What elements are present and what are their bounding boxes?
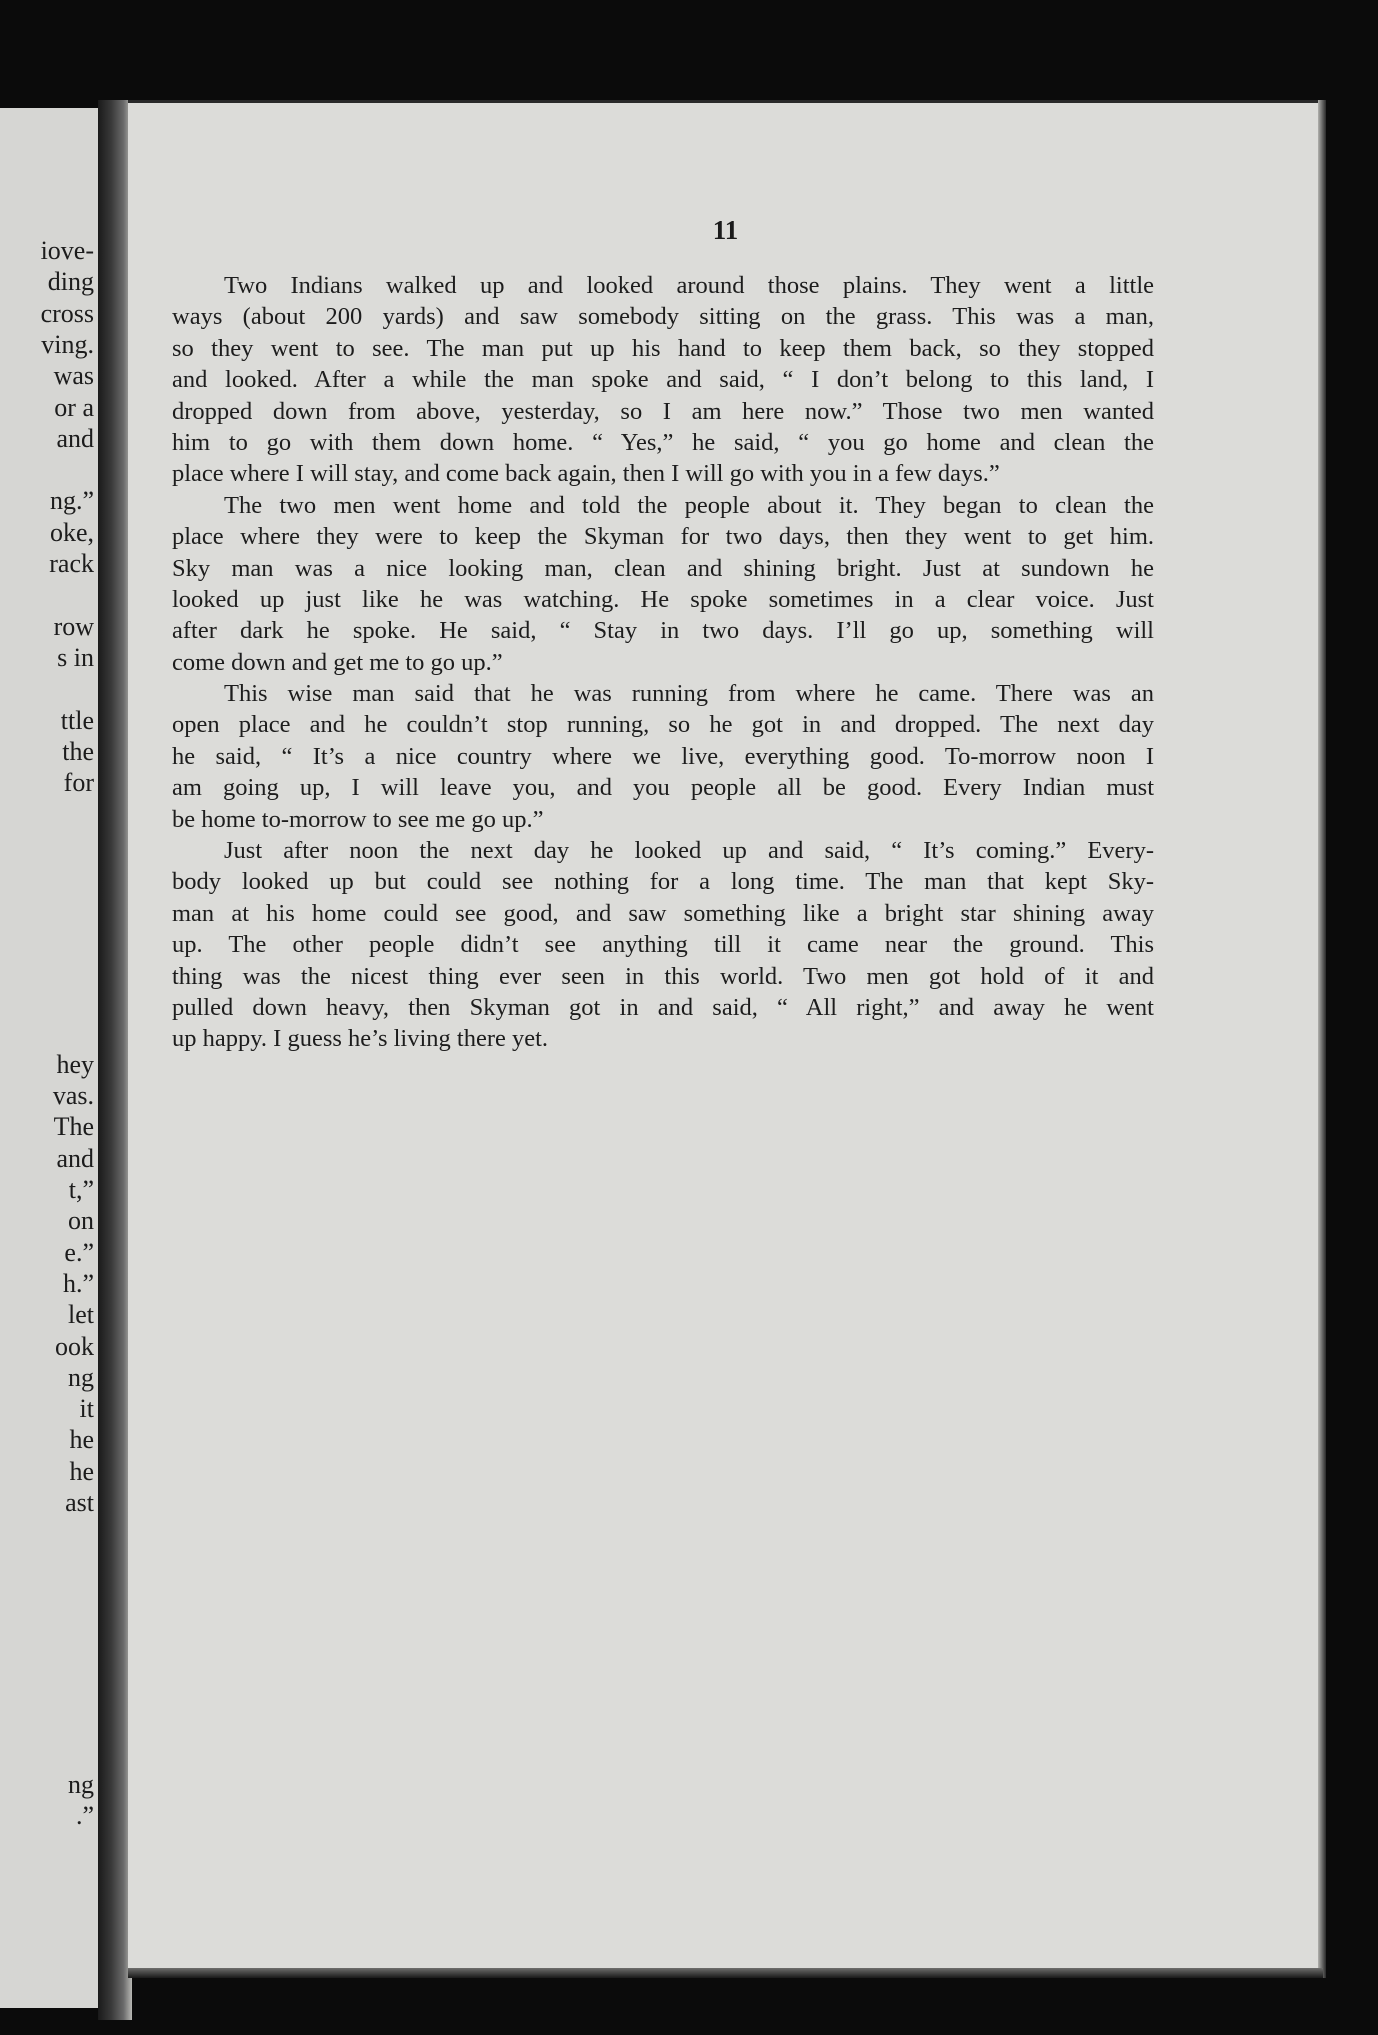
text-line: open place and he couldn’t stop running, so he got in and dropped. The next day xyxy=(172,711,1154,739)
paragraph xyxy=(172,270,1154,490)
text-line: he said, “ It’s a nice country where we live, everything good. To-morrow noon I xyxy=(172,742,1154,770)
text-line: pulled down heavy, then Skyman got in and said, “ All right,” and away he went xyxy=(172,993,1154,1021)
text-line: body looked up but could see nothing for a long time. The man that kept Sky- xyxy=(172,868,1154,896)
text-line: ways (about 200 yards) and saw somebody sitting on the grass. This was a man, xyxy=(172,303,1154,331)
left-page-line: iove- xyxy=(40,236,94,265)
text-line: dropped down from above, yesterday, so I am here now.” Those two men wanted xyxy=(172,397,1154,425)
left-page-line: t,” xyxy=(68,1175,94,1204)
left-page-line: hey xyxy=(56,1049,94,1079)
left-page-line: .” xyxy=(75,1801,94,1830)
text-line: Just after noon the next day he looked up and said, “ It’s coming.” Every- xyxy=(224,837,1154,865)
left-page-line: he xyxy=(69,1456,94,1486)
left-page-line: e.” xyxy=(64,1237,94,1267)
text-line: looked up just like he was watching. He spoke sometimes in a clear voice. Just xyxy=(172,585,1154,613)
text-line: Two Indians walked up and looked around those plains. They went a little xyxy=(224,272,1154,299)
text-line: thing was the nicest thing ever seen in this world. Two men got hold of it and xyxy=(172,962,1154,990)
left-page-line: and xyxy=(56,1143,94,1173)
left-page-line: or a xyxy=(54,392,94,422)
left-page-line: for xyxy=(63,768,94,798)
paragraph xyxy=(172,835,1154,1055)
text-line: so they went to see. The man put up his hand to keep them back, so they stopped xyxy=(172,334,1154,362)
left-page-line: ast xyxy=(65,1488,94,1517)
left-page-line: ook xyxy=(55,1331,94,1361)
left-page-line: ttle xyxy=(60,705,94,735)
left-page-line: ng xyxy=(68,1362,94,1392)
left-page-line: rack xyxy=(49,549,94,578)
left-page-line: it xyxy=(79,1394,94,1424)
text-line: up. The other people didn’t see anything till it came near the ground. This xyxy=(172,931,1154,959)
left-page-line: oke, xyxy=(49,517,94,547)
text-line: be home to-morrow to see me go up.” xyxy=(172,805,544,833)
left-page-line: ding xyxy=(47,267,94,297)
left-page-fragment xyxy=(0,108,98,2008)
paragraph xyxy=(172,678,1154,835)
left-page-line: cross xyxy=(40,298,94,328)
page-right-edge xyxy=(1318,100,1326,1978)
left-page-line: s in xyxy=(57,642,94,672)
left-page-line: The xyxy=(53,1112,94,1142)
left-page-line: the xyxy=(62,736,94,766)
text-line: man at his home could see good, and saw something like a bright star shining away xyxy=(172,899,1154,927)
text-line: up happy. I guess he’s living there yet. xyxy=(172,1025,549,1053)
book-gutter xyxy=(98,100,132,2020)
text-line: This wise man said that he was running from where he came. There was an xyxy=(224,680,1154,708)
text-line: place where they were to keep the Skyman for two days, then they went to get him. xyxy=(172,523,1154,551)
page-bottom-edge xyxy=(128,1968,1323,1978)
left-page-line: ng xyxy=(68,1769,94,1799)
text-line: The two men went home and told the people about it. They began to clean the xyxy=(224,491,1154,519)
text-line: Sky man was a nice looking man, clean and shining bright. Just at sundown he xyxy=(172,554,1154,582)
left-page-line: he xyxy=(69,1425,94,1455)
text-line: am going up, I will leave you, and you people all be good. Every Indian must xyxy=(172,774,1154,802)
text-line: and looked. After a while the man spoke and said, “ I don’t belong to this land, I xyxy=(172,366,1154,394)
right-page xyxy=(128,100,1323,1975)
text-line: place where I will stay, and come back again, then I will go with you in a few days.” xyxy=(172,460,1000,488)
left-page-line: vas. xyxy=(52,1081,94,1111)
text-line: him to go with them down home. “ Yes,” he said, “ you go home and clean the xyxy=(172,428,1154,456)
left-page-line: row xyxy=(53,611,94,641)
left-page-line: ng.” xyxy=(49,486,94,516)
left-page-line: let xyxy=(68,1300,94,1330)
page-number: 11 xyxy=(712,215,739,245)
paragraph xyxy=(172,490,1154,678)
left-page-line: on xyxy=(68,1206,94,1236)
body-text xyxy=(172,270,1154,1055)
left-page-line: h.” xyxy=(62,1268,94,1298)
left-page-line: was xyxy=(53,361,94,391)
left-page-line: ving. xyxy=(41,329,94,359)
text-line: after dark he spoke. He said, “ Stay in two days. I’ll go up, something will xyxy=(172,617,1154,645)
left-page-line: and xyxy=(56,423,94,453)
text-line: come down and get me to go up.” xyxy=(172,648,503,676)
